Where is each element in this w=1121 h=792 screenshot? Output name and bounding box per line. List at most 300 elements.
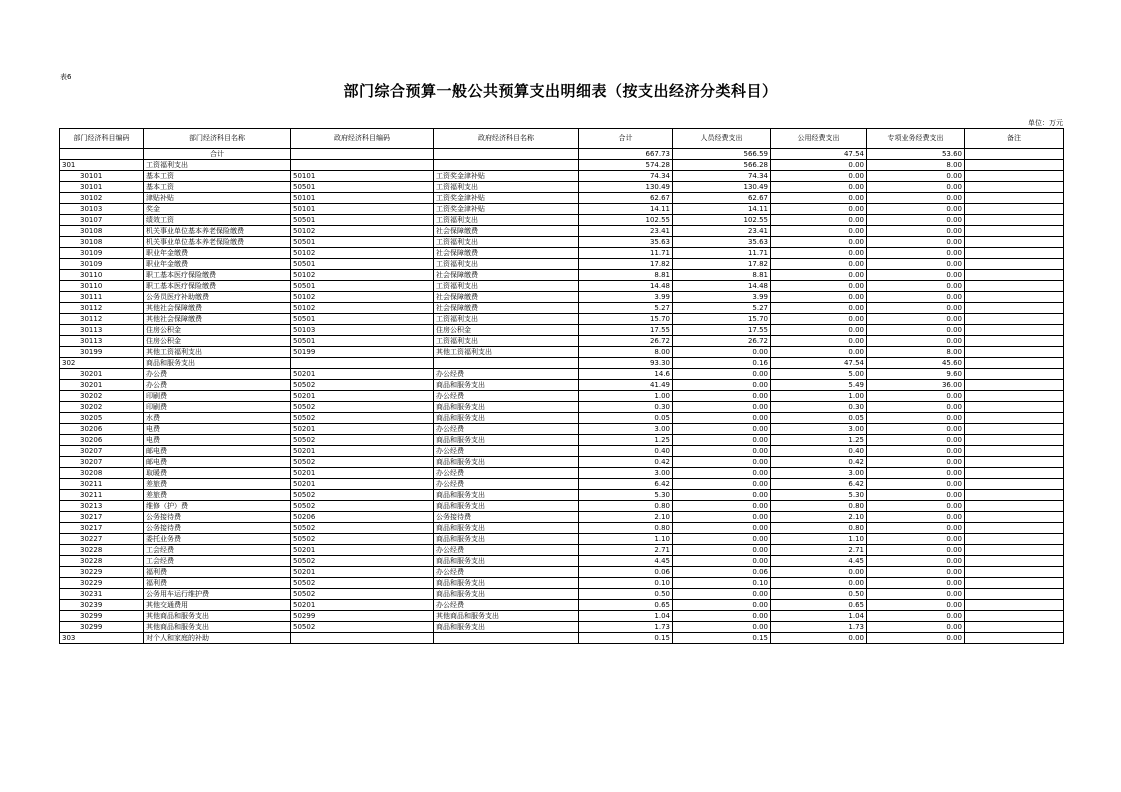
row-total: 1.25 [579, 435, 673, 446]
row-dept-name: 职业年金缴费 [144, 248, 291, 259]
row-dept-name: 机关事业单位基本养老保险缴费 [144, 237, 291, 248]
row-gov-code: 50201 [291, 479, 434, 490]
row-gov-name: 商品和服务支出 [434, 578, 579, 589]
row-dept-code: 30199 [60, 347, 144, 358]
row-public: 4.45 [771, 556, 867, 567]
row-public: 0.00 [771, 215, 867, 226]
table-row [60, 600, 1064, 611]
row-gov-name: 办公经费 [434, 545, 579, 556]
row-gov-code: 50501 [291, 215, 434, 226]
row-gov-name: 办公经费 [434, 567, 579, 578]
row-special: 0.00 [867, 501, 965, 512]
row-remarks [965, 303, 1064, 314]
row-gov-code: 50201 [291, 468, 434, 479]
row-special: 0.00 [867, 490, 965, 501]
row-gov-code: 50502 [291, 523, 434, 534]
row-dept-code: 30207 [60, 446, 144, 457]
row-dept-code: 30102 [60, 193, 144, 204]
row-dept-code: 30202 [60, 402, 144, 413]
row-public: 1.10 [771, 534, 867, 545]
row-personnel: 0.00 [673, 556, 771, 567]
row-gov-code: 50101 [291, 204, 434, 215]
row-special: 0.00 [867, 281, 965, 292]
row-gov-code: 50502 [291, 501, 434, 512]
row-gov-code: 50101 [291, 193, 434, 204]
row-special: 45.60 [867, 358, 965, 369]
row-dept-code: 30103 [60, 204, 144, 215]
row-total: 41.49 [579, 380, 673, 391]
row-personnel: 3.99 [673, 292, 771, 303]
row-dept-name: 公务员医疗补助缴费 [144, 292, 291, 303]
row-dept-name: 其他社会保障缴费 [144, 303, 291, 314]
row-total: 26.72 [579, 336, 673, 347]
row-dept-name: 办公费 [144, 369, 291, 380]
row-dept-code: 30101 [60, 182, 144, 193]
row-personnel: 14.11 [673, 204, 771, 215]
row-special: 0.00 [867, 622, 965, 633]
table-row [60, 468, 1064, 479]
row-total: 102.55 [579, 215, 673, 226]
row-gov-code: 50502 [291, 490, 434, 501]
row-dept-code: 30228 [60, 545, 144, 556]
row-dept-name: 差旅费 [144, 479, 291, 490]
row-personnel: 15.70 [673, 314, 771, 325]
row-total: 0.06 [579, 567, 673, 578]
row-dept-code: 30229 [60, 578, 144, 589]
row-gov-name: 社会保障缴费 [434, 303, 579, 314]
row-gov-name: 公务接待费 [434, 512, 579, 523]
row-public: 0.40 [771, 446, 867, 457]
row-personnel: 0.00 [673, 501, 771, 512]
row-special: 0.00 [867, 545, 965, 556]
table-row [60, 490, 1064, 501]
row-remarks [965, 281, 1064, 292]
row-dept-code: 30239 [60, 600, 144, 611]
row-gov-code: 50201 [291, 600, 434, 611]
row-total: 3.00 [579, 424, 673, 435]
table-row [60, 204, 1064, 215]
row-gov-name: 商品和服务支出 [434, 435, 579, 446]
row-remarks [965, 391, 1064, 402]
row-dept-code: 30202 [60, 391, 144, 402]
row-dept-name: 邮电费 [144, 446, 291, 457]
row-gov-code: 50502 [291, 457, 434, 468]
row-dept-name: 电费 [144, 435, 291, 446]
row-dept-code: 30205 [60, 413, 144, 424]
row-special: 0.00 [867, 600, 965, 611]
row-gov-code: 50206 [291, 512, 434, 523]
row-dept-code: 30107 [60, 215, 144, 226]
row-total: 0.80 [579, 523, 673, 534]
row-gov-name: 社会保障缴费 [434, 248, 579, 259]
row-personnel: 11.71 [673, 248, 771, 259]
row-special: 0.00 [867, 270, 965, 281]
row-total: 1.00 [579, 391, 673, 402]
table-row [60, 380, 1064, 391]
total-row [60, 149, 1064, 160]
row-dept-name: 福利费 [144, 567, 291, 578]
row-remarks [965, 589, 1064, 600]
row-remarks [965, 182, 1064, 193]
table-row [60, 226, 1064, 237]
row-dept-name: 对个人和家庭的补助 [144, 633, 291, 644]
row-remarks [965, 380, 1064, 391]
row-special: 0.00 [867, 237, 965, 248]
row-total: 0.80 [579, 501, 673, 512]
row-public: 0.80 [771, 523, 867, 534]
row-public: 0.00 [771, 160, 867, 171]
row-personnel: 0.00 [673, 446, 771, 457]
row-dept-name: 职工基本医疗保险缴费 [144, 281, 291, 292]
row-dept-code: 30101 [60, 171, 144, 182]
col-header-special: 专项业务经费支出 [867, 129, 965, 149]
table-row [60, 281, 1064, 292]
table-row [60, 479, 1064, 490]
table-row [60, 215, 1064, 226]
row-gov-name: 办公经费 [434, 600, 579, 611]
row-dept-code: 30108 [60, 237, 144, 248]
total-gov-name-cell [434, 149, 579, 160]
row-special: 0.00 [867, 567, 965, 578]
row-gov-code: 50199 [291, 347, 434, 358]
total-gov-code-cell [291, 149, 434, 160]
row-gov-code: 50201 [291, 446, 434, 457]
row-gov-name: 社会保障缴费 [434, 292, 579, 303]
row-public: 5.49 [771, 380, 867, 391]
row-personnel: 130.49 [673, 182, 771, 193]
row-public: 0.00 [771, 193, 867, 204]
table-row [60, 578, 1064, 589]
row-gov-code [291, 358, 434, 369]
row-gov-name: 工资福利支出 [434, 259, 579, 270]
row-public: 0.00 [771, 171, 867, 182]
row-remarks [965, 578, 1064, 589]
row-remarks [965, 248, 1064, 259]
row-dept-code: 30113 [60, 325, 144, 336]
row-gov-name: 商品和服务支出 [434, 380, 579, 391]
table-row [60, 336, 1064, 347]
row-public: 0.00 [771, 248, 867, 259]
row-dept-name: 住房公积金 [144, 336, 291, 347]
row-total: 0.05 [579, 413, 673, 424]
row-special: 0.00 [867, 259, 965, 270]
total-special: 53.60 [867, 149, 965, 160]
row-gov-name: 住房公积金 [434, 325, 579, 336]
row-special: 0.00 [867, 534, 965, 545]
row-remarks [965, 358, 1064, 369]
table-row [60, 534, 1064, 545]
row-gov-name: 商品和服务支出 [434, 402, 579, 413]
total-code-cell [60, 149, 144, 160]
row-remarks [965, 457, 1064, 468]
row-dept-name: 其他商品和服务支出 [144, 622, 291, 633]
row-personnel: 102.55 [673, 215, 771, 226]
row-gov-name: 工资福利支出 [434, 237, 579, 248]
row-total: 0.50 [579, 589, 673, 600]
row-gov-code: 50502 [291, 380, 434, 391]
row-total: 130.49 [579, 182, 673, 193]
row-total: 2.71 [579, 545, 673, 556]
row-gov-name: 商品和服务支出 [434, 457, 579, 468]
row-total: 1.73 [579, 622, 673, 633]
table-row [60, 457, 1064, 468]
row-personnel: 14.48 [673, 281, 771, 292]
row-special: 0.00 [867, 226, 965, 237]
table-row [60, 391, 1064, 402]
row-special: 0.00 [867, 325, 965, 336]
table-row [60, 501, 1064, 512]
row-personnel: 17.82 [673, 259, 771, 270]
row-gov-code: 50501 [291, 281, 434, 292]
row-total: 0.15 [579, 633, 673, 644]
row-dept-code: 30206 [60, 435, 144, 446]
table-row [60, 347, 1064, 358]
row-dept-name: 商品和服务支出 [144, 358, 291, 369]
total-personnel: 566.59 [673, 149, 771, 160]
row-public: 3.00 [771, 468, 867, 479]
row-personnel: 0.10 [673, 578, 771, 589]
row-dept-code: 303 [60, 633, 144, 644]
row-total: 0.10 [579, 578, 673, 589]
row-personnel: 0.00 [673, 479, 771, 490]
row-dept-name: 工资福利支出 [144, 160, 291, 171]
row-dept-name: 机关事业单位基本养老保险缴费 [144, 226, 291, 237]
table-row [60, 369, 1064, 380]
row-total: 574.28 [579, 160, 673, 171]
row-remarks [965, 468, 1064, 479]
table-row [60, 182, 1064, 193]
budget-table [59, 128, 1064, 644]
table-row [60, 259, 1064, 270]
row-remarks [965, 512, 1064, 523]
row-remarks [965, 171, 1064, 182]
row-special: 0.00 [867, 633, 965, 644]
row-dept-code: 30201 [60, 380, 144, 391]
row-remarks [965, 600, 1064, 611]
table-row [60, 237, 1064, 248]
row-gov-code: 50502 [291, 534, 434, 545]
table-row [60, 424, 1064, 435]
row-dept-code: 30217 [60, 523, 144, 534]
row-personnel: 0.00 [673, 402, 771, 413]
row-special: 0.00 [867, 314, 965, 325]
row-gov-code: 50502 [291, 402, 434, 413]
table-row [60, 611, 1064, 622]
table-row [60, 512, 1064, 523]
row-personnel: 0.16 [673, 358, 771, 369]
row-dept-name: 其他商品和服务支出 [144, 611, 291, 622]
total-public: 47.54 [771, 149, 867, 160]
row-gov-code: 50201 [291, 567, 434, 578]
row-dept-code: 30112 [60, 314, 144, 325]
table-row [60, 248, 1064, 259]
row-special: 0.00 [867, 248, 965, 259]
row-dept-name: 电费 [144, 424, 291, 435]
row-gov-code: 50502 [291, 435, 434, 446]
row-total: 2.10 [579, 512, 673, 523]
row-gov-name: 工资奖金津补贴 [434, 204, 579, 215]
col-header-dept-name: 部门经济科目名称 [144, 129, 291, 149]
row-total: 0.30 [579, 402, 673, 413]
row-special: 0.00 [867, 457, 965, 468]
row-dept-code: 30213 [60, 501, 144, 512]
row-special: 0.00 [867, 303, 965, 314]
table-row [60, 325, 1064, 336]
table-row [60, 413, 1064, 424]
row-remarks [965, 193, 1064, 204]
table-row [60, 556, 1064, 567]
row-special: 0.00 [867, 589, 965, 600]
row-total: 62.67 [579, 193, 673, 204]
row-total: 17.82 [579, 259, 673, 270]
row-personnel: 23.41 [673, 226, 771, 237]
row-gov-name: 办公经费 [434, 468, 579, 479]
row-public: 0.00 [771, 347, 867, 358]
row-remarks [965, 204, 1064, 215]
row-remarks [965, 270, 1064, 281]
row-public: 0.42 [771, 457, 867, 468]
row-special: 0.00 [867, 292, 965, 303]
row-public: 6.42 [771, 479, 867, 490]
row-personnel: 0.00 [673, 545, 771, 556]
row-dept-name: 绩效工资 [144, 215, 291, 226]
row-dept-code: 30207 [60, 457, 144, 468]
row-remarks [965, 556, 1064, 567]
row-remarks [965, 402, 1064, 413]
row-total: 14.48 [579, 281, 673, 292]
row-remarks [965, 259, 1064, 270]
row-dept-name: 其他社会保障缴费 [144, 314, 291, 325]
row-special: 36.00 [867, 380, 965, 391]
row-total: 14.6 [579, 369, 673, 380]
row-dept-code: 30110 [60, 281, 144, 292]
row-special: 0.00 [867, 402, 965, 413]
row-total: 74.34 [579, 171, 673, 182]
row-dept-name: 印刷费 [144, 402, 291, 413]
row-personnel: 0.00 [673, 413, 771, 424]
row-remarks [965, 413, 1064, 424]
row-dept-name: 取暖费 [144, 468, 291, 479]
row-personnel: 74.34 [673, 171, 771, 182]
row-remarks [965, 534, 1064, 545]
table-row [60, 545, 1064, 556]
row-total: 14.11 [579, 204, 673, 215]
row-gov-code: 50103 [291, 325, 434, 336]
row-remarks [965, 633, 1064, 644]
row-public: 0.05 [771, 413, 867, 424]
row-special: 0.00 [867, 215, 965, 226]
page-title: 部门综合预算一般公共预算支出明细表（按支出经济分类科目） [343, 82, 778, 100]
row-special: 0.00 [867, 391, 965, 402]
row-gov-code: 50102 [291, 226, 434, 237]
row-gov-code: 50502 [291, 413, 434, 424]
row-total: 0.42 [579, 457, 673, 468]
unit-label: 单位：万元 [1028, 119, 1063, 127]
row-public: 0.80 [771, 501, 867, 512]
row-gov-code: 50101 [291, 171, 434, 182]
row-remarks [965, 325, 1064, 336]
row-total: 17.55 [579, 325, 673, 336]
row-special: 8.00 [867, 160, 965, 171]
col-header-dept-code: 部门经济科目编码 [60, 129, 144, 149]
col-header-personnel: 人员经费支出 [673, 129, 771, 149]
table-row [60, 446, 1064, 457]
row-dept-name: 办公费 [144, 380, 291, 391]
row-remarks [965, 424, 1064, 435]
row-public: 5.00 [771, 369, 867, 380]
row-special: 0.00 [867, 204, 965, 215]
row-dept-code: 30211 [60, 479, 144, 490]
row-special: 0.00 [867, 336, 965, 347]
row-personnel: 0.00 [673, 611, 771, 622]
row-remarks [965, 490, 1064, 501]
row-gov-code: 50501 [291, 314, 434, 325]
col-header-gov-name: 政府经济科目名称 [434, 129, 579, 149]
row-special: 0.00 [867, 171, 965, 182]
row-dept-name: 住房公积金 [144, 325, 291, 336]
row-remarks [965, 622, 1064, 633]
row-dept-code: 30217 [60, 512, 144, 523]
row-gov-name: 办公经费 [434, 479, 579, 490]
row-gov-name: 商品和服务支出 [434, 589, 579, 600]
row-dept-name: 津贴补贴 [144, 193, 291, 204]
row-special: 9.60 [867, 369, 965, 380]
row-public: 0.00 [771, 292, 867, 303]
row-dept-name: 公务用车运行维护费 [144, 589, 291, 600]
table-number-label: 表6 [60, 73, 72, 81]
row-remarks [965, 479, 1064, 490]
table-row [60, 193, 1064, 204]
row-public: 0.00 [771, 633, 867, 644]
row-gov-name: 工资福利支出 [434, 182, 579, 193]
row-dept-code: 301 [60, 160, 144, 171]
row-gov-name: 工资福利支出 [434, 215, 579, 226]
table-row [60, 303, 1064, 314]
row-total: 93.30 [579, 358, 673, 369]
row-public: 2.71 [771, 545, 867, 556]
row-personnel: 0.00 [673, 512, 771, 523]
row-total: 0.65 [579, 600, 673, 611]
row-gov-code [291, 633, 434, 644]
table-row [60, 622, 1064, 633]
row-gov-code: 50501 [291, 237, 434, 248]
row-special: 0.00 [867, 424, 965, 435]
row-dept-name: 其他交通费用 [144, 600, 291, 611]
row-personnel: 0.00 [673, 622, 771, 633]
row-gov-code: 50501 [291, 182, 434, 193]
row-gov-name: 工资奖金津补贴 [434, 193, 579, 204]
row-public: 3.00 [771, 424, 867, 435]
row-total: 8.00 [579, 347, 673, 358]
row-dept-name: 其他工资福利支出 [144, 347, 291, 358]
row-remarks [965, 545, 1064, 556]
row-dept-code: 30229 [60, 567, 144, 578]
row-special: 0.00 [867, 182, 965, 193]
row-dept-code: 30110 [60, 270, 144, 281]
table-row [60, 292, 1064, 303]
row-gov-name: 其他商品和服务支出 [434, 611, 579, 622]
row-dept-code: 30112 [60, 303, 144, 314]
row-personnel: 0.00 [673, 523, 771, 534]
row-public: 0.30 [771, 402, 867, 413]
row-public: 1.00 [771, 391, 867, 402]
row-public: 0.00 [771, 182, 867, 193]
row-dept-code: 30206 [60, 424, 144, 435]
row-gov-code: 50102 [291, 248, 434, 259]
row-gov-code: 50201 [291, 424, 434, 435]
row-total: 1.10 [579, 534, 673, 545]
row-special: 0.00 [867, 512, 965, 523]
